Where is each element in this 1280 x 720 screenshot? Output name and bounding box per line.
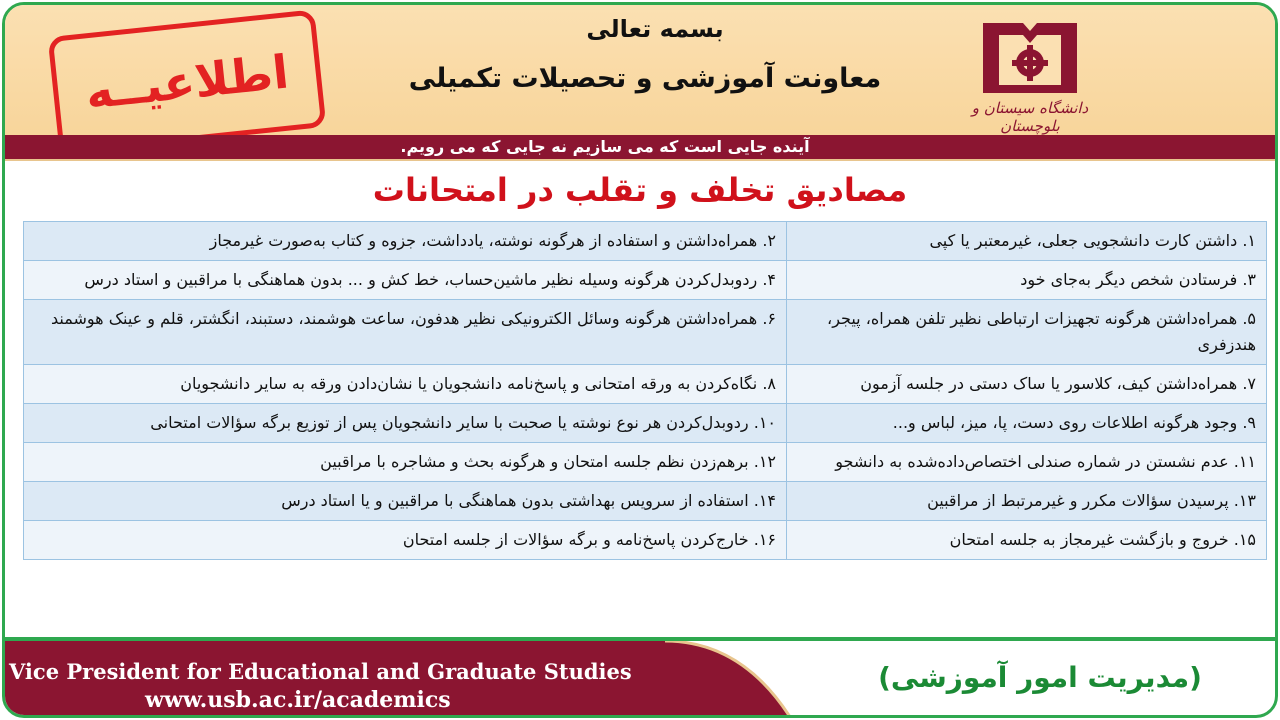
website-link[interactable]: www.usb.ac.ir/academics: [145, 687, 451, 713]
management-text: (مدیریت امور آموزشی): [878, 661, 1202, 694]
deputy-title: معاونت آموزشی و تحصیلات تکمیلی: [408, 63, 882, 94]
table-row: [24, 482, 1267, 521]
rule-cell: ۱۰. ردوبدل‌کردن هر نوع نوشته یا صحبت با سایر دانشجویان پس از توزیع برگه سؤالات امتحانی: [24, 404, 787, 443]
rule-cell: ۸. نگاه‌کردن به ورقه امتحانی و پاسخ‌نامه دانشجویان یا نشان‌دادن ورقه به سایر دانشجویان: [24, 365, 787, 404]
rule-cell: ۱۱. عدم نشستن در شماره صندلی اختصاص‌داده‌شده به دانشجو: [787, 443, 1267, 482]
violations-table: [23, 221, 1267, 560]
rule-cell: ۱۲. برهم‌زدن نظم جلسه امتحان و هرگونه بحث و مشاجره با مراقبین: [24, 443, 787, 482]
notice-frame: [2, 2, 1278, 718]
table-row: [24, 404, 1267, 443]
header: [5, 5, 1275, 135]
rule-cell: ۱۶. خارج‌کردن پاسخ‌نامه و برگه سؤالات از جلسه امتحان: [24, 521, 787, 560]
table-row: [24, 261, 1267, 300]
rule-cell: ۱۳. پرسیدن سؤالات مکرر و غیرمرتبط از مراقبین: [787, 482, 1267, 521]
table-row: [24, 521, 1267, 560]
university-name: دانشگاه سیستان و بلوچستان: [971, 99, 1089, 135]
table-row: [24, 300, 1267, 365]
rule-cell: ۱۵. خروج و بازگشت غیرمجاز به جلسه امتحان: [787, 521, 1267, 560]
notice-stamp: اطلاعیــه: [48, 9, 327, 154]
table-row: [24, 365, 1267, 404]
rule-cell: ۴. ردوبدل‌کردن هرگونه وسیله نظیر ماشین‌حساب، خط کش و ... بدون هماهنگی با مراقبین و استاد درس: [24, 261, 787, 300]
rule-cell: ۷. همراه‌داشتن کیف، کلاسور یا ساک دستی در جلسه آزمون: [787, 365, 1267, 404]
university-logo: [965, 15, 1095, 135]
page-title: مصادیق تخلف و تقلب در امتحانات: [372, 171, 908, 209]
slogan-text: آینده جایی است که می سازیم نه جایی که می رویم.: [400, 137, 810, 156]
footer-banner: [5, 641, 825, 718]
rule-cell: ۱۴. استفاده از سرویس بهداشتی بدون هماهنگی با مراقبین و یا استاد درس: [24, 482, 787, 521]
rule-cell: ۱. داشتن کارت دانشجویی جعلی، غیرمعتبر یا کپی: [787, 222, 1267, 261]
table-row: [24, 443, 1267, 482]
rule-cell: ۹. وجود هرگونه اطلاعات روی دست، پا، میز، لباس و...: [787, 404, 1267, 443]
rule-cell: ۵. همراه‌داشتن هرگونه تجهیزات ارتباطی نظیر تلفن همراه، پیجر، هندزفری: [787, 300, 1267, 365]
table-row: [24, 222, 1267, 261]
rule-cell: ۳. فرستادن شخص دیگر به‌جای خود: [787, 261, 1267, 300]
rule-cell: ۶. همراه‌داشتن هرگونه وسائل الکترونیکی نظیر هدفون، ساعت هوشمند، دستبند، انگشتر، قلم و عینک هوشمند: [24, 300, 787, 365]
university-emblem-icon: [965, 15, 1095, 99]
vice-president-text: Vice President for Educational and Graduate Studies: [9, 659, 632, 684]
rule-cell: ۲. همراه‌داشتن و استفاده از هرگونه نوشته، یادداشت، جزوه و کتاب به‌صورت غیرمجاز: [24, 222, 787, 261]
bismillah-text: بسمه تعالی: [586, 15, 724, 43]
slogan-bar: [5, 135, 1275, 161]
